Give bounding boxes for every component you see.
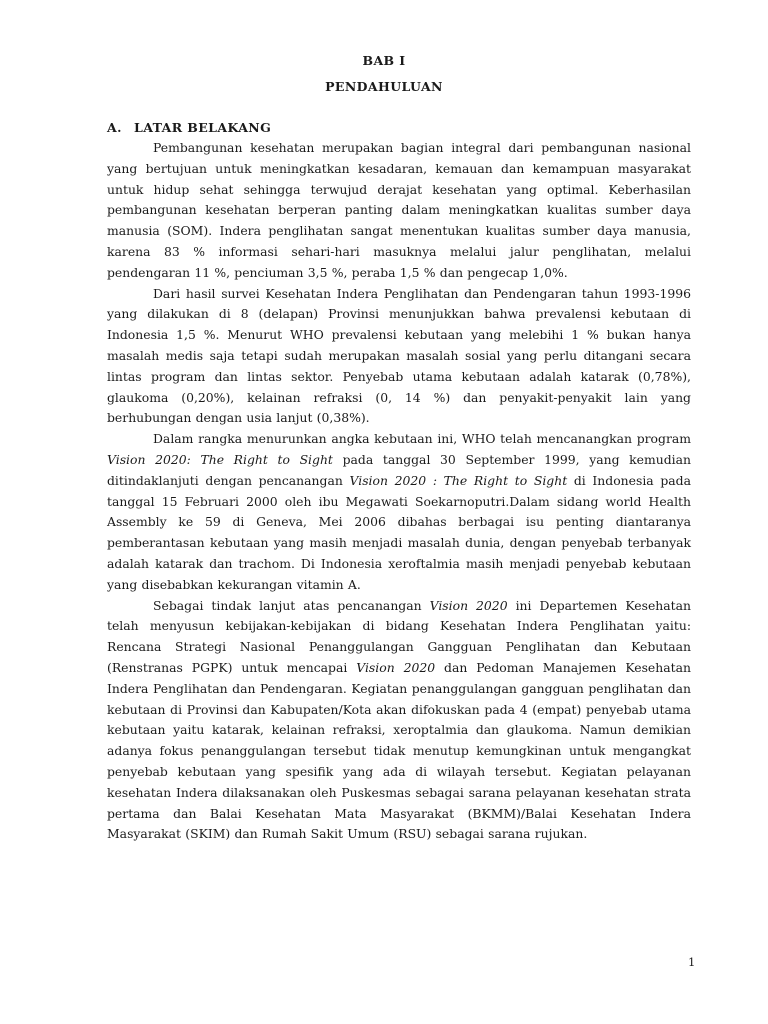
italic-text: Vision 2020 — [429, 597, 508, 613]
paragraph — [107, 596, 691, 846]
paragraph — [107, 284, 691, 430]
text-run: Dalam rangka menurunkan angka kebutaan ini, WHO telah mencanangkan program — [153, 431, 691, 447]
page-number: 1 — [688, 955, 696, 969]
chapter-number: BAB I — [362, 53, 406, 68]
body-text — [107, 138, 691, 845]
chapter-title: PENDAHULUAN — [325, 79, 443, 94]
section-heading — [107, 120, 271, 135]
text-run: ini Departemen Kesehatan telah menyusun kebijakan-kebijakan di bidang Kesehatan Indera Penglihatan yaitu: Rencana Strategi Nasional Penanggulangan Gangguan Penglihatan dan Kebutaan (Renstranas PGPK) untuk mencapai — [107, 597, 691, 675]
text-run: Pembangunan kesehatan merupakan bagian integral dari pembangunan nasional yang bertujuan untuk meningkatkan kesadaran, kemauan dan kemampuan masyarakat untuk hidup sehat sehingga terwujud derajat kesehatan yang optimal. Keberhasilan pembangunan kesehatan berperan panting dalam meningkatkan kualitas sumber daya manusia (SOM). Indera penglihatan sangat menentukan kualitas sumber daya manusia, karena 83 % informasi sehari-hari masuknya melalui jalur penglihatan, melalui pendengaran 11 %, penciuman 3,5 %, peraba 1,5 % dan pengecap 1,0%. — [107, 140, 691, 280]
text-run: Dari hasil survei Kesehatan Indera Penglihatan dan Pendengaran tahun 1993-1996 yang dilakukan di 8 (delapan) Provinsi menunjukkan bahwa prevalensi kebutaan di Indonesia 1,5 %. Menurut WHO prevalensi kebutaan yang melebihi 1 % bukan hanya masalah medis saja tetapi sudah merupakan masalah sosial yang perlu ditangani secara lintas program dan lintas sektor. Penyebab utama kebutaan adalah katarak (0,78%), glaukoma (0,20%), kelainan refraksi (0, 14 %) dan penyakit-penyakit lain yang berhubungan dengan usia lanjut (0,38%). — [107, 285, 691, 426]
italic-text: Vision 2020 : The Right to Sight — [349, 472, 568, 488]
paragraph — [107, 429, 691, 595]
text-run: Sebagai tindak lanjut atas pencanangan — [153, 597, 430, 613]
italic-text: Vision 2020: The Right to Sight — [107, 451, 333, 467]
paragraph — [107, 138, 691, 284]
text-run: dan Pedoman Manajemen Kesehatan Indera Penglihatan dan Pendengaran. Kegiatan penanggulangan gangguan penglihatan dan kebutaan di Provinsi dan Kabupaten/Kota akan difokuskan pada 4 (empat) penyebab utama kebutaan yaitu katarak, kelainan refraksi, xeroptalmia dan glaukoma. Namun demikian adanya fokus penanggulangan tersebut tidak menutup kemungkinan untuk mengangkat penyebab kebutaan yang spesifik yang ada di wilayah tersebut. Kegiatan pelayanan kesehatan Indera dilaksanakan oleh Puskesmas sebagai sarana pelayanan kesehatan strata pertama dan Balai Kesehatan Mata Masyarakat (BKMM)/Balai Kesehatan Indera Masyarakat (SKIM) dan Rumah Sakit Umum (RSU) sebagai sarana rujukan. — [107, 659, 691, 842]
italic-text: Vision 2020 — [356, 659, 436, 675]
section-title: LATAR BELAKANG — [134, 120, 272, 135]
section-number: A. — [107, 120, 122, 135]
text-run: pada tanggal 30 September 1999, yang kemudian ditindaklanjuti dengan pencanangan — [107, 451, 691, 488]
text-run: di Indonesia pada tanggal 15 Februari 2000 oleh ibu Megawati Soekarnoputri.Dalam sidang world Health Assembly ke 59 di Geneva, Mei 2006 dibahas berbagai isu penting diantaranya pemberantasan kebutaan yang masih menjadi masalah dunia, dengan penyebab terbanyak adalah katarak dan trachom. Di Indonesia xeroftalmia masih menjadi penyebab kebutaan yang disebabkan kekurangan vitamin A. — [107, 472, 691, 592]
